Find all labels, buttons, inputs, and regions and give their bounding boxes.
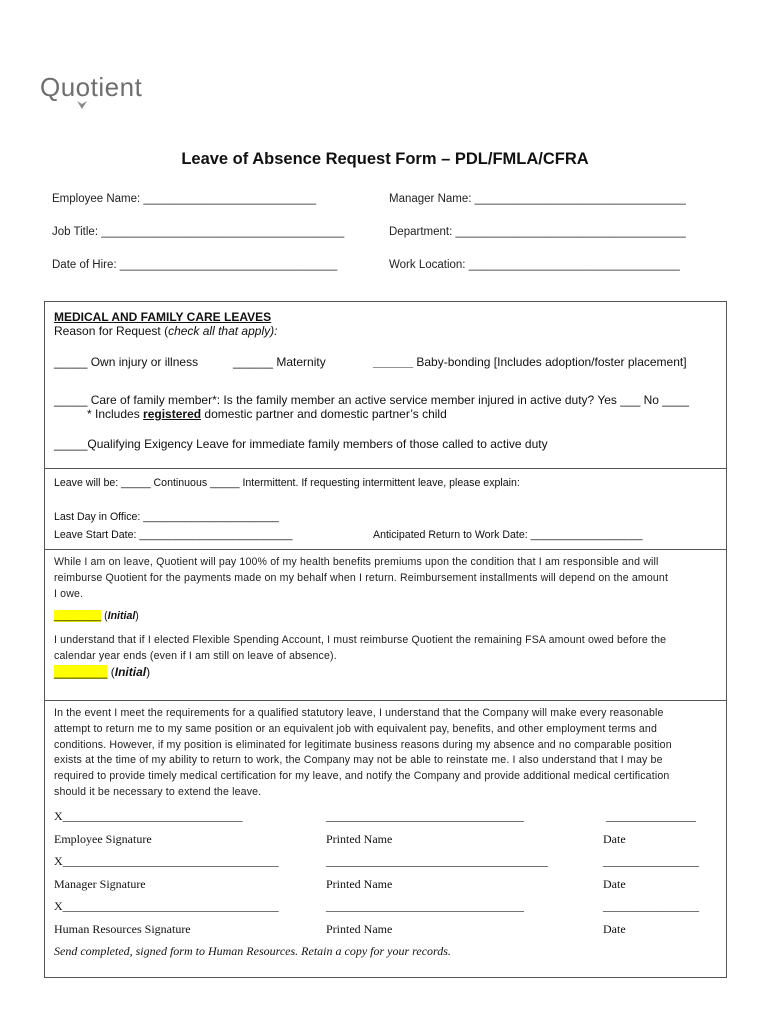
statutory-paragraph: In the event I meet the requirements for a qualified statutory leave, I understand that the Company will make every reasonable attempt to return me to my same position or an equivalent job with equivalent pay, benefits, and other employment terms and conditions. However, if my position is eliminated for legitimate business reasons during my absence and no comparable position exists at the time of my ability to return to work, the Company may not be able to reinstate me. I also understand that I may be required to provide timely medical certification for my leave, and notify the Company and provide additional medical certification should it be necessary to extend the leave. — [54, 707, 672, 798]
department-field[interactable]: Department: ____________________________________ — [389, 226, 686, 238]
manager-name-field[interactable]: Manager Name: _________________________________ — [389, 193, 686, 205]
manager-date-line[interactable]: ________________ — [603, 854, 699, 868]
employee-printed-name-label: Printed Name — [326, 832, 393, 846]
employee-name-field[interactable]: Employee Name: ___________________________ — [52, 193, 317, 205]
fsa-paragraph: I understand that if I elected Flexible Spending Account, I must reimburse Quotient the remaining FSA amount owed before the calendar year ends (even if I am still on leave of absence). — [54, 634, 667, 662]
employee-date-line[interactable]: _______________ — [606, 809, 696, 823]
manager-printed-name-label: Printed Name — [326, 877, 393, 891]
quotient-logo: Quotient — [40, 72, 143, 102]
baby-bonding-option[interactable]: ______ Baby-bonding [Includes adoption/foster placement] — [373, 355, 687, 369]
employee-date-label: Date — [603, 832, 626, 846]
leave-start-date-field[interactable]: Leave Start Date: __________________________ — [54, 529, 293, 541]
employee-signature-line[interactable]: X______________________________ — [54, 809, 243, 823]
employee-signature-label: Employee Signature — [54, 832, 152, 846]
reason-label: Reason for Request (check all that apply): — [54, 324, 278, 338]
hr-date-label: Date — [603, 922, 626, 936]
manager-signature-label: Manager Signature — [54, 877, 146, 891]
hr-signature-line[interactable]: X____________________________________ — [54, 899, 279, 913]
benefits-initial-field[interactable]: ________ (Initial) — [54, 610, 139, 622]
job-title-field[interactable]: Job Title: ______________________________________ — [52, 226, 345, 238]
own-injury-option[interactable]: _____ Own injury or illness — [54, 355, 199, 369]
maternity-option[interactable]: ______ Maternity — [233, 355, 326, 369]
date-of-hire-field[interactable]: Date of Hire: __________________________________ — [52, 259, 338, 271]
work-location-field[interactable]: Work Location: _________________________________ — [389, 259, 680, 271]
hr-printed-name-label: Printed Name — [326, 922, 393, 936]
manager-printed-name-line[interactable]: _____________________________________ — [326, 854, 548, 868]
footer-instructions: Send completed, signed form to Human Resources. Retain a copy for your records. — [54, 944, 451, 958]
anticipated-return-field[interactable]: Anticipated Return to Work Date: ___________________ — [373, 529, 643, 541]
manager-signature-line[interactable]: X____________________________________ — [54, 854, 279, 868]
fsa-initial-field[interactable]: ________ (Initial) — [54, 665, 151, 679]
hr-signature-label: Human Resources Signature — [54, 922, 191, 936]
hr-printed-name-line[interactable]: _________________________________ — [326, 899, 524, 913]
medical-leaves-heading: MEDICAL AND FAMILY CARE LEAVES — [54, 310, 272, 324]
logo-leaf-icon — [76, 100, 88, 110]
form-title: Leave of Absence Request Form – PDL/FMLA/CFRA — [181, 150, 589, 168]
leave-type-options[interactable]: Leave will be: _____ Continuous _____ Intermittent. If requesting intermittent leave, please explain: — [54, 477, 520, 489]
hr-date-line[interactable]: ________________ — [603, 899, 699, 913]
employee-printed-name-line[interactable]: _________________________________ — [326, 809, 524, 823]
manager-date-label: Date — [603, 877, 626, 891]
domestic-partner-note: * Includes registered domestic partner and domestic partner’s child — [87, 407, 447, 421]
benefits-paragraph: While I am on leave, Quotient will pay 100% of my health benefits premiums upon the condition that I am responsible and will reimburse Quotient for the payments made on my behalf when I return. Reimbursement installments will depend on the amount I owe. — [54, 556, 669, 600]
qualifying-exigency-option[interactable]: _____Qualifying Exigency Leave for immediate family members of those called to active duty — [54, 437, 548, 451]
last-day-field[interactable]: Last Day in Office: _______________________ — [54, 511, 279, 523]
care-family-option[interactable]: _____ Care of family member*: Is the family member an active service member injured in active duty? Yes ___ No ____ — [54, 393, 689, 407]
